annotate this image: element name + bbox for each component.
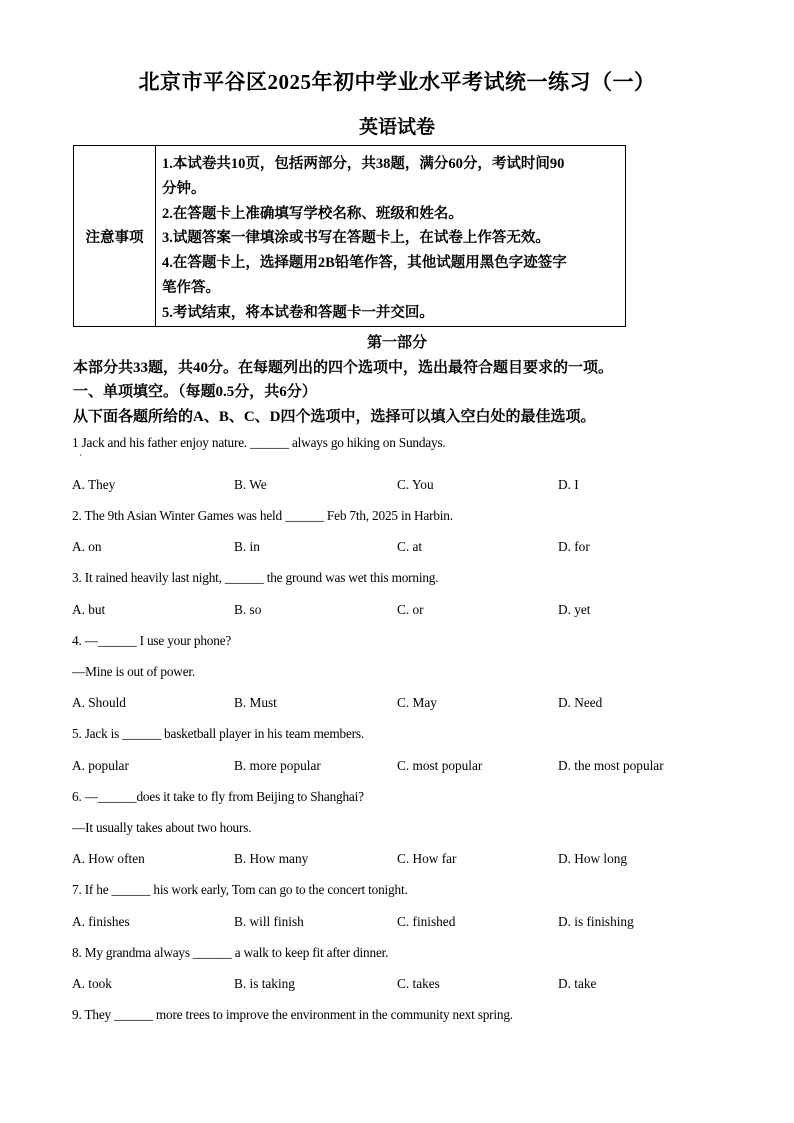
q3-option-d: D. yet	[558, 602, 591, 617]
q6-option-d: D. How long	[558, 851, 628, 866]
notice-item: 2.在答题卡上准确填写学校名称、班级和姓名。	[162, 205, 463, 222]
page-title: 北京市平谷区2025年初中学业水平考试统一练习（一）	[138, 70, 656, 94]
q5-option-b: B. more popular	[234, 758, 321, 773]
question-9-stem: 9. They ______ more trees to improve the environment in the community next spring.	[72, 1007, 513, 1022]
q4-option-c: C. May	[397, 695, 437, 710]
question-4-stem: 4. —______ I use your phone?	[72, 633, 232, 648]
q4-option-a: A. Should	[72, 695, 126, 710]
question-8-stem: 8. My grandma always ______ a walk to keep fit after dinner.	[72, 945, 389, 960]
q6-option-a: A. How often	[72, 851, 145, 866]
question-3-stem: 3. It rained heavily last night, ______ the ground was wet this morning.	[72, 570, 439, 585]
q8-option-b: B. is taking	[234, 976, 295, 991]
q1-option-a: A. They	[72, 477, 116, 492]
notice-label: 注意事项	[74, 146, 156, 326]
q2-option-a: A. on	[72, 539, 102, 554]
question-4-response: —Mine is out of power.	[72, 664, 196, 679]
q1-option-b: B. We	[234, 477, 267, 492]
q7-option-b: B. will finish	[234, 914, 304, 929]
question-6-stem: 6. —______does it take to fly from Beijing to Shanghai?	[72, 789, 364, 804]
q2-option-b: B. in	[234, 539, 260, 554]
q6-option-b: B. How many	[234, 851, 309, 866]
q3-option-a: A. but	[72, 602, 106, 617]
q4-option-b: B. Must	[234, 695, 277, 710]
notice-item: 分钟。	[162, 180, 206, 197]
q7-option-d: D. is finishing	[558, 914, 634, 929]
stray-dot: ·	[79, 450, 82, 460]
q5-option-c: C. most popular	[397, 758, 483, 773]
notice-item: 4.在答题卡上，选择题用2B铅笔作答，其他试题用黑色字迹签字	[162, 255, 567, 272]
q8-option-a: A. took	[72, 976, 112, 991]
q5-option-a: A. popular	[72, 758, 129, 773]
notice-box	[73, 145, 626, 327]
q2-option-d: D. for	[558, 539, 590, 554]
q7-option-c: C. finished	[397, 914, 456, 929]
q4-option-d: D. Need	[558, 695, 603, 710]
part-title: 第一部分	[366, 335, 427, 351]
q7-option-a: A. finishes	[72, 914, 130, 929]
notice-item: 5.考试结束，将本试卷和答题卡一并交回。	[162, 304, 434, 321]
page-subtitle: 英语试卷	[358, 117, 435, 138]
section-title: 一、单项填空。（每题0.5分，共6分）	[73, 384, 317, 400]
q8-option-c: C. takes	[397, 976, 440, 991]
q3-option-b: B. so	[234, 602, 262, 617]
q5-option-d: D. the most popular	[558, 758, 664, 773]
question-6-response: —It usually takes about two hours.	[72, 820, 252, 835]
q6-option-c: C. How far	[397, 851, 457, 866]
question-5-stem: 5. Jack is ______ basketball player in his team members.	[72, 726, 364, 741]
question-7-stem: 7. If he ______ his work early, Tom can go to the concert tonight.	[72, 882, 408, 897]
q1-option-c: C. You	[397, 477, 434, 492]
notice-item: 笔作答。	[162, 279, 220, 296]
part-intro: 本部分共33题，共40分。在每题列出的四个选项中，选出最符合题目要求的一项。	[73, 360, 614, 376]
q2-option-c: C. at	[397, 539, 423, 554]
question-2-stem: 2. The 9th Asian Winter Games was held ______ Feb 7th, 2025 in Harbin.	[72, 508, 453, 523]
question-1-stem: 1 Jack and his father enjoy nature. ______ always go hiking on Sundays.	[72, 435, 446, 450]
notice-items	[162, 152, 622, 326]
q8-option-d: D. take	[558, 976, 597, 991]
section-instruction: 从下面各题所给的A、B、C、D四个选项中，选择可以填入空白处的最佳选项。	[73, 409, 596, 425]
q3-option-c: C. or	[397, 602, 424, 617]
q1-option-d: D. I	[558, 477, 579, 492]
notice-item: 3.试题答案一律填涂或书写在答题卡上，在试卷上作答无效。	[162, 230, 550, 247]
notice-item: 1.本试卷共10页，包括两部分，共38题，满分60分，考试时间90	[162, 156, 565, 172]
